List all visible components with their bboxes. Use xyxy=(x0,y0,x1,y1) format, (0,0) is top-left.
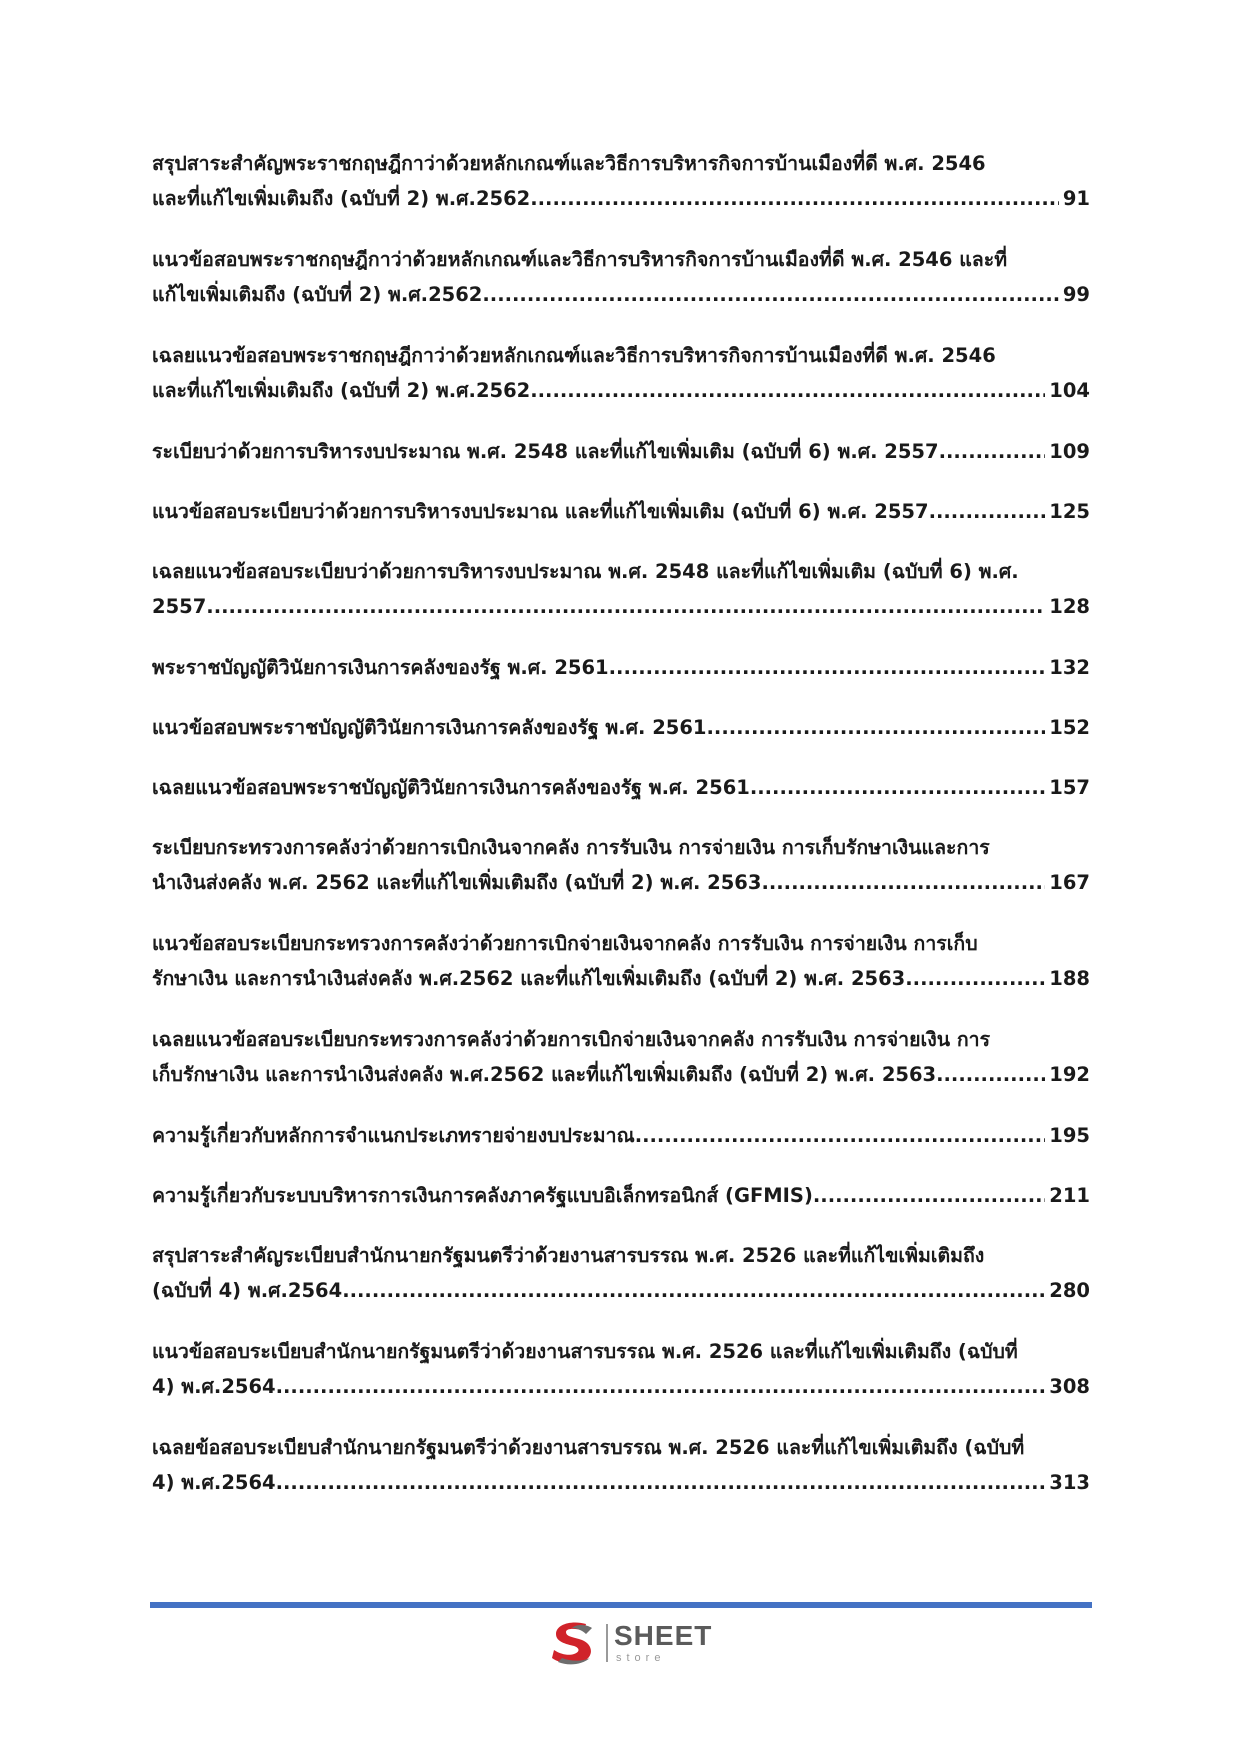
toc-entry-leader-line xyxy=(152,1369,1090,1404)
dot-leader xyxy=(206,589,1045,624)
toc-entry[interactable] xyxy=(152,1334,1090,1404)
dot-leader xyxy=(276,1369,1046,1404)
toc-entry[interactable] xyxy=(152,770,1090,805)
logo-subtext: store xyxy=(616,1652,666,1664)
table-of-contents xyxy=(152,146,1090,1526)
logo-separator xyxy=(606,1624,608,1662)
dot-leader xyxy=(609,650,1046,685)
toc-page-number: 188 xyxy=(1049,967,1090,990)
toc-page-number: 125 xyxy=(1049,500,1090,523)
toc-entry-line: เฉลยแนวข้อสอบระเบียบกระทรวงการคลังว่าด้วยการเบิกจ่ายเงินจากคลัง การรับเงิน การจ่ายเงิน การ xyxy=(152,1028,991,1051)
dot-leader xyxy=(936,1057,1045,1092)
toc-entry-leader-line xyxy=(152,1118,1090,1153)
toc-page-number: 167 xyxy=(1049,871,1090,894)
toc-entry-text: แนวข้อสอบระเบียบว่าด้วยการบริหารงบประมาณ และที่แก้ไขเพิ่มเติม (ฉบับที่ 6) พ.ศ. 2557 xyxy=(152,500,929,523)
toc-entry-leader-line xyxy=(152,650,1090,685)
dot-leader xyxy=(707,710,1046,745)
toc-page-number: 211 xyxy=(1049,1184,1090,1207)
toc-page-number: 132 xyxy=(1049,656,1090,679)
toc-page-number: 152 xyxy=(1049,716,1090,739)
toc-entry-leader-line xyxy=(152,1273,1090,1308)
toc-entry-leader-line xyxy=(152,589,1090,624)
toc-entry-text: ระเบียบว่าด้วยการบริหารงบประมาณ พ.ศ. 2548 และที่แก้ไขเพิ่มเติม (ฉบับที่ 6) พ.ศ. 2557 xyxy=(152,440,939,463)
toc-page-number: 308 xyxy=(1049,1375,1090,1398)
toc-entry-text: รักษาเงิน และการนำเงินส่งคลัง พ.ศ.2562 และที่แก้ไขเพิ่มเติมถึง (ฉบับที่ 2) พ.ศ. 2563 xyxy=(152,967,906,990)
toc-page-number: 280 xyxy=(1049,1279,1090,1302)
toc-entry-text: แก้ไขเพิ่มเติมถึง (ฉบับที่ 2) พ.ศ.2562 xyxy=(152,283,483,306)
toc-entry[interactable] xyxy=(152,650,1090,685)
toc-entry-line: แนวข้อสอบระเบียบสำนักนายกรัฐมนตรีว่าด้วยงานสารบรรณ พ.ศ. 2526 และที่แก้ไขเพิ่มเติมถึง (ฉบับที่ xyxy=(152,1340,1018,1363)
toc-entry-line: แนวข้อสอบระเบียบกระทรวงการคลังว่าด้วยการเบิกจ่ายเงินจากคลัง การรับเงิน การจ่ายเงิน การเก็บ xyxy=(152,932,978,955)
dot-leader xyxy=(813,1178,1045,1213)
toc-entry[interactable] xyxy=(152,146,1090,216)
toc-entry-leader-line xyxy=(152,1465,1090,1500)
toc-entry[interactable] xyxy=(152,338,1090,408)
dot-leader xyxy=(482,277,1058,312)
toc-entry-leader-line xyxy=(152,277,1090,312)
toc-entry-line: สรุปสาระสำคัญพระราชกฤษฎีกาว่าด้วยหลักเกณฑ์และวิธีการบริหารกิจการบ้านเมืองที่ดี พ.ศ. 2546 xyxy=(152,152,986,175)
toc-entry-leader-line xyxy=(152,181,1090,216)
toc-entry-text: 4) พ.ศ.2564 xyxy=(152,1375,276,1398)
toc-page-number: 104 xyxy=(1049,379,1090,402)
dot-leader xyxy=(939,434,1046,469)
toc-entry-leader-line xyxy=(152,434,1090,469)
toc-entry-text: นำเงินส่งคลัง พ.ศ. 2562 และที่แก้ไขเพิ่มเติมถึง (ฉบับที่ 2) พ.ศ. 2563 xyxy=(152,871,762,894)
toc-page-number: 99 xyxy=(1062,283,1090,306)
toc-entry[interactable] xyxy=(152,1022,1090,1092)
toc-entry-line: แนวข้อสอบพระราชกฤษฎีกาว่าด้วยหลักเกณฑ์และวิธีการบริหารกิจการบ้านเมืองที่ดี พ.ศ. 2546 และที่ xyxy=(152,248,1008,271)
toc-entry-leader-line xyxy=(152,961,1090,996)
toc-entry-line: ระเบียบกระทรวงการคลังว่าด้วยการเบิกเงินจากคลัง การรับเงิน การจ่ายเงิน การเก็บรักษาเงินและการ xyxy=(152,836,990,859)
toc-entry[interactable] xyxy=(152,710,1090,745)
toc-entry[interactable] xyxy=(152,1118,1090,1153)
toc-entry-leader-line xyxy=(152,1178,1090,1213)
dot-leader xyxy=(750,770,1045,805)
toc-entry[interactable] xyxy=(152,1238,1090,1308)
dot-leader xyxy=(929,494,1046,529)
toc-entry[interactable] xyxy=(152,434,1090,469)
toc-entry-text: (ฉบับที่ 4) พ.ศ.2564 xyxy=(152,1279,343,1302)
s-logo-icon xyxy=(546,1618,600,1668)
toc-entry-leader-line xyxy=(152,1057,1090,1092)
toc-entry[interactable] xyxy=(152,554,1090,624)
toc-entry[interactable] xyxy=(152,830,1090,900)
toc-entry-line: สรุปสาระสำคัญระเบียบสำนักนายกรัฐมนตรีว่าด้วยงานสารบรรณ พ.ศ. 2526 และที่แก้ไขเพิ่มเติมถึง xyxy=(152,1244,985,1267)
toc-page-number: 128 xyxy=(1049,595,1090,618)
dot-leader xyxy=(342,1273,1045,1308)
dot-leader xyxy=(761,865,1045,900)
toc-entry-text: แนวข้อสอบพระราชบัญญัติวินัยการเงินการคลังของรัฐ พ.ศ. 2561 xyxy=(152,716,707,739)
toc-entry-leader-line xyxy=(152,770,1090,805)
toc-entry[interactable] xyxy=(152,1178,1090,1213)
dot-leader xyxy=(530,373,1045,408)
toc-entry-text: เฉลยแนวข้อสอบพระราชบัญญัติวินัยการเงินการคลังของรัฐ พ.ศ. 2561 xyxy=(152,776,750,799)
logo-wordmark: SHEET xyxy=(614,1620,713,1651)
dot-leader xyxy=(276,1465,1046,1500)
toc-entry[interactable] xyxy=(152,1430,1090,1500)
toc-entry-leader-line xyxy=(152,865,1090,900)
toc-entry-leader-line xyxy=(152,373,1090,408)
toc-entry-text: ความรู้เกี่ยวกับระบบบริหารการเงินการคลังภาครัฐแบบอิเล็กทรอนิกส์ (GFMIS) xyxy=(152,1184,813,1207)
toc-entry-text: และที่แก้ไขเพิ่มเติมถึง (ฉบับที่ 2) พ.ศ.2562 xyxy=(152,187,531,210)
toc-entry-line: เฉลยแนวข้อสอบระเบียบว่าด้วยการบริหารงบประมาณ พ.ศ. 2548 และที่แก้ไขเพิ่มเติม (ฉบับที่ 6) พ.ศ. xyxy=(152,560,1019,583)
toc-entry-line: เฉลยแนวข้อสอบพระราชกฤษฎีกาว่าด้วยหลักเกณฑ์และวิธีการบริหารกิจการบ้านเมืองที่ดี พ.ศ. 2546 xyxy=(152,344,996,367)
toc-entry-text: และที่แก้ไขเพิ่มเติมถึง (ฉบับที่ 2) พ.ศ.2562 xyxy=(152,379,531,402)
toc-page-number: 109 xyxy=(1049,440,1090,463)
sheet-store-logo xyxy=(546,1616,726,1670)
toc-page-number: 313 xyxy=(1049,1471,1090,1494)
dot-leader xyxy=(530,181,1059,216)
toc-entry[interactable] xyxy=(152,494,1090,529)
toc-entry-line: เฉลยข้อสอบระเบียบสำนักนายกรัฐมนตรีว่าด้วยงานสารบรรณ พ.ศ. 2526 และที่แก้ไขเพิ่มเติมถึง (ฉบับที่ xyxy=(152,1436,1025,1459)
toc-page-number: 91 xyxy=(1062,187,1090,210)
toc-entry-leader-line xyxy=(152,710,1090,745)
toc-entry-leader-line xyxy=(152,494,1090,529)
dot-leader xyxy=(635,1118,1046,1153)
toc-entry[interactable] xyxy=(152,242,1090,312)
toc-entry-text: ความรู้เกี่ยวกับหลักการจำแนกประเภทรายจ่ายงบประมาณ xyxy=(152,1124,635,1147)
toc-entry-text: เก็บรักษาเงิน และการนำเงินส่งคลัง พ.ศ.2562 และที่แก้ไขเพิ่มเติมถึง (ฉบับที่ 2) พ.ศ. 2563 xyxy=(152,1063,937,1086)
toc-entry[interactable] xyxy=(152,926,1090,996)
toc-entry-text: 2557 xyxy=(152,595,207,618)
toc-entry-text: พระราชบัญญัติวินัยการเงินการคลังของรัฐ พ.ศ. 2561 xyxy=(152,656,609,679)
toc-entry-text: 4) พ.ศ.2564 xyxy=(152,1471,276,1494)
toc-page-number: 157 xyxy=(1049,776,1090,799)
footer-rule xyxy=(150,1602,1092,1608)
dot-leader xyxy=(905,961,1045,996)
toc-page-number: 195 xyxy=(1049,1124,1090,1147)
toc-page-number: 192 xyxy=(1049,1063,1090,1086)
